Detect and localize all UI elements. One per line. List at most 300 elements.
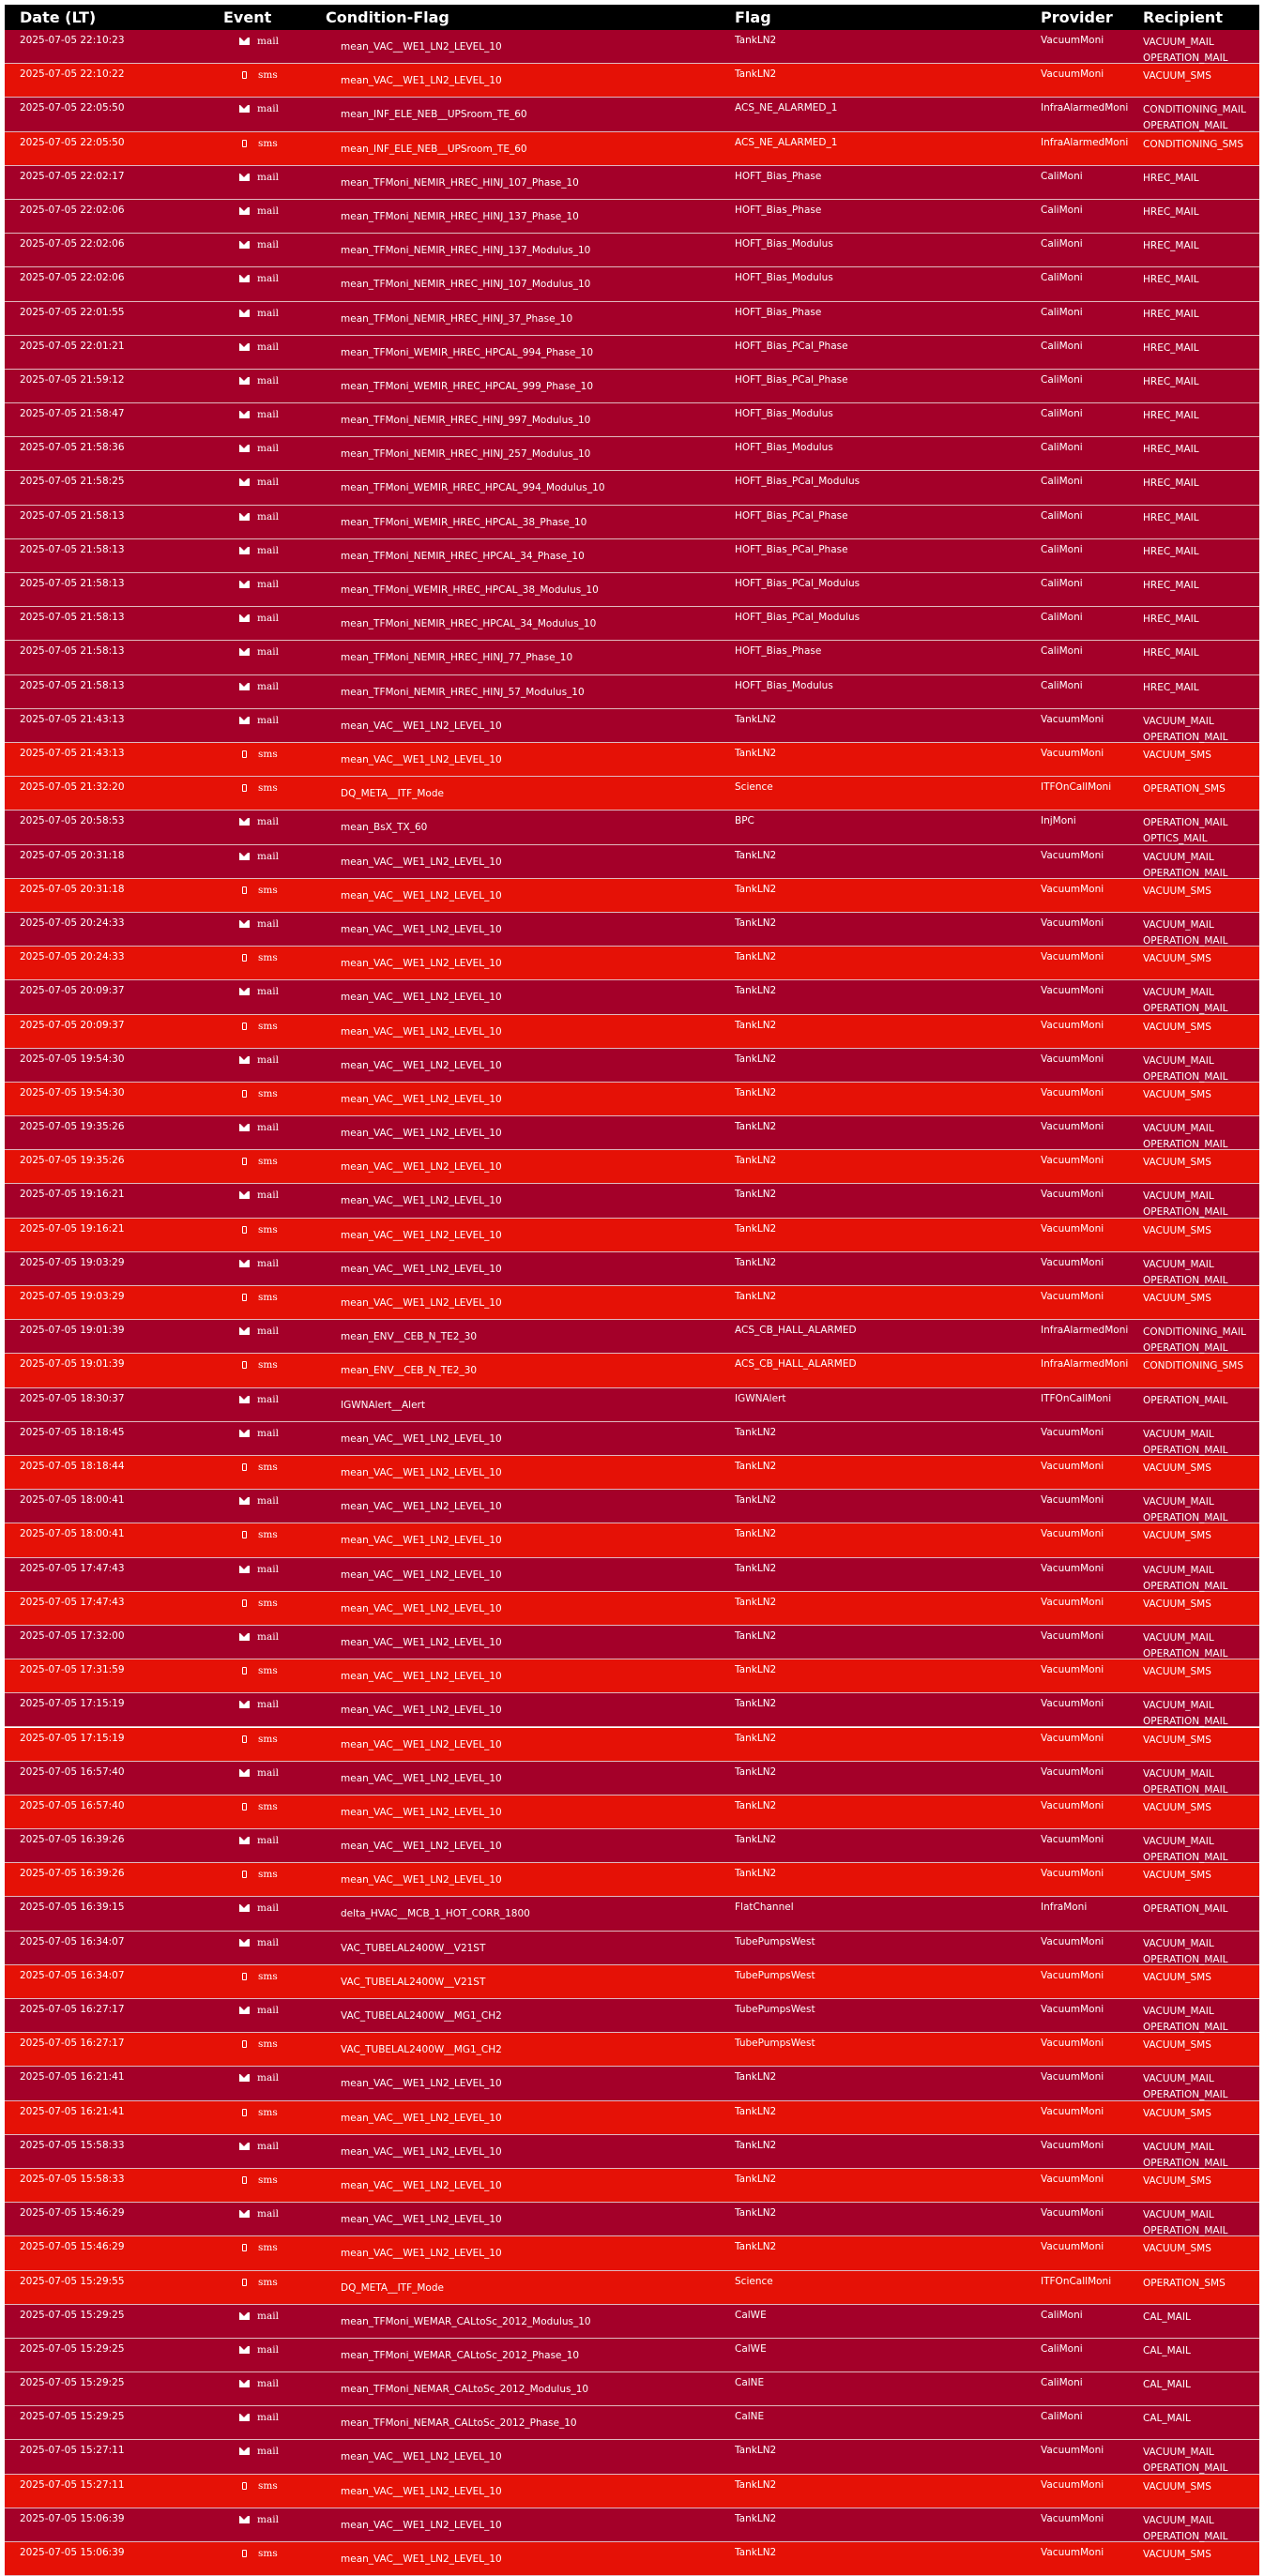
row-recipient-item: OPERATION_MAIL <box>1143 1394 1228 1406</box>
table-row[interactable] <box>5 506 1259 539</box>
row-recipient <box>1143 985 1228 1017</box>
envelope-icon <box>239 1056 250 1064</box>
row-recipient <box>1143 1121 1228 1153</box>
row-provider: VacuumMoni <box>1041 1698 1104 1710</box>
row-flag: TankLN2 <box>735 1834 777 1846</box>
row-event <box>239 782 278 794</box>
mobile-phone-icon <box>242 71 247 79</box>
row-condition: mean_VAC__WE1_LN2_LEVEL_10 <box>341 2078 502 2090</box>
row-recipient-item: CONDITIONING_SMS <box>1143 1360 1243 1372</box>
row-event-label: mail <box>257 1630 279 1643</box>
row-provider: CaliMoni <box>1041 2377 1083 2389</box>
row-date: 2025-07-05 18:18:44 <box>20 1460 125 1472</box>
row-event-label: mail <box>257 816 279 828</box>
row-event-label: mail <box>257 2446 279 2458</box>
table-row[interactable] <box>5 947 1259 980</box>
row-event <box>239 1699 279 1710</box>
table-row[interactable] <box>5 1796 1259 1829</box>
envelope-icon <box>239 717 250 724</box>
table-row[interactable] <box>5 2305 1259 2339</box>
row-recipient <box>1143 2547 1211 2563</box>
row-event <box>239 2514 279 2525</box>
mobile-phone-icon <box>242 1599 247 1607</box>
row-event-label: mail <box>257 2140 279 2152</box>
row-recipient-item: VACUUM_SMS <box>1143 1801 1211 1813</box>
row-date: 2025-07-05 22:02:17 <box>20 170 125 182</box>
row-flag: FlatChannel <box>735 1902 794 1914</box>
table-row[interactable] <box>5 2406 1259 2440</box>
row-provider: VacuumMoni <box>1041 1189 1104 1201</box>
header-event[interactable]: Event <box>223 8 272 26</box>
table-row[interactable] <box>5 709 1259 743</box>
row-recipient-item: HREC_MAIL <box>1143 375 1199 387</box>
row-recipient-item: VACUUM_SMS <box>1143 885 1211 897</box>
row-flag: TankLN2 <box>735 1799 777 1811</box>
envelope-icon <box>239 478 250 486</box>
table-row[interactable] <box>5 1693 1259 1727</box>
mobile-phone-icon <box>242 2279 247 2286</box>
row-recipient-item: OPERATION_MAIL <box>1143 2462 1228 2475</box>
envelope-icon <box>239 2516 250 2523</box>
row-flag: HOFT_Bias_Modulus <box>735 679 833 691</box>
row-event-label: mail <box>257 1902 279 1915</box>
row-event <box>239 1835 279 1846</box>
table-row[interactable] <box>5 2169 1259 2203</box>
table-row[interactable] <box>5 845 1259 879</box>
row-recipient <box>1143 781 1226 797</box>
row-recipient-item: HREC_MAIL <box>1143 274 1199 286</box>
table-row[interactable] <box>5 2203 1259 2236</box>
row-event-label: mail <box>257 409 279 421</box>
row-condition: mean_TFMoni_NEMIR_HREC_HINJ_137_Phase_10 <box>341 210 579 222</box>
row-event <box>239 1190 279 1201</box>
row-recipient-item: VACUUM_MAIL <box>1143 1937 1214 1949</box>
row-date: 2025-07-05 17:47:43 <box>20 1562 125 1574</box>
row-event <box>239 1394 279 1405</box>
row-condition: mean_VAC__WE1_LN2_LEVEL_10 <box>341 889 502 902</box>
row-provider: CaliMoni <box>1041 679 1083 691</box>
row-date: 2025-07-05 22:02:06 <box>20 272 125 284</box>
header-provider[interactable]: Provider <box>1041 8 1113 26</box>
row-provider: VacuumMoni <box>1041 2512 1104 2524</box>
table-row[interactable] <box>5 743 1259 777</box>
row-date: 2025-07-05 19:16:21 <box>20 1222 125 1235</box>
row-event-label: mail <box>257 273 279 285</box>
row-recipient <box>1143 2343 1191 2359</box>
table-row[interactable] <box>5 234 1259 267</box>
table-row[interactable] <box>5 1219 1259 1252</box>
table-row[interactable] <box>5 1422 1259 1456</box>
row-event-label: mail <box>257 341 279 353</box>
envelope-icon <box>239 1769 250 1777</box>
row-event <box>239 579 279 590</box>
row-flag: TankLN2 <box>735 1629 777 1642</box>
row-flag: HOFT_Bias_PCal_Phase <box>735 373 848 386</box>
row-recipient <box>1143 272 1199 288</box>
table-row[interactable] <box>5 1558 1259 1592</box>
row-event <box>239 1292 278 1303</box>
row-event-label: sms <box>258 1156 278 1168</box>
table-row[interactable] <box>5 1932 1259 1965</box>
row-date: 2025-07-05 19:01:39 <box>20 1325 125 1337</box>
table-row[interactable] <box>5 2475 1259 2508</box>
row-provider: InjMoni <box>1041 815 1076 827</box>
row-recipient <box>1143 1630 1228 1662</box>
row-date: 2025-07-05 17:15:19 <box>20 1698 125 1710</box>
row-event <box>239 409 279 420</box>
row-recipient <box>1143 476 1199 492</box>
row-flag: HOFT_Bias_Modulus <box>735 238 833 250</box>
row-event <box>239 1801 278 1812</box>
row-condition: mean_INF_ELE_NEB__UPSroom_TE_60 <box>341 109 527 121</box>
row-recipient-item: OPERATION_MAIL <box>1143 1139 1228 1151</box>
table-row[interactable] <box>5 1150 1259 1184</box>
row-recipient-item: CONDITIONING_MAIL <box>1143 1326 1246 1339</box>
row-flag: TankLN2 <box>735 1698 777 1710</box>
row-flag: ACS_NE_ALARMED_1 <box>735 102 838 114</box>
table-row[interactable] <box>5 1015 1259 1049</box>
row-date: 2025-07-05 20:58:53 <box>20 815 125 827</box>
row-condition: mean_VAC__WE1_LN2_LEVEL_10 <box>341 1636 502 1648</box>
row-recipient-item: VACUUM_MAIL <box>1143 2006 1214 2018</box>
row-event-label: sms <box>258 69 278 82</box>
row-date: 2025-07-05 21:58:13 <box>20 612 125 624</box>
row-event <box>239 443 279 454</box>
row-event <box>239 511 279 523</box>
mobile-phone-icon <box>242 1973 247 1980</box>
row-condition: mean_VAC__WE1_LN2_LEVEL_10 <box>341 753 502 765</box>
table-row[interactable] <box>5 1965 1259 1999</box>
row-provider: CaliMoni <box>1041 204 1083 216</box>
row-provider: CaliMoni <box>1041 373 1083 386</box>
row-recipient-item: OPERATION_SMS <box>1143 783 1226 796</box>
row-flag: TankLN2 <box>735 1189 777 1201</box>
row-event <box>239 986 279 997</box>
row-recipient-item: VACUUM_SMS <box>1143 2174 1211 2187</box>
row-date: 2025-07-05 21:58:13 <box>20 679 125 691</box>
row-flag: TankLN2 <box>735 1765 777 1778</box>
row-event-label: mail <box>257 2005 279 2017</box>
mobile-phone-icon <box>242 2550 247 2557</box>
table-row[interactable] <box>5 302 1259 336</box>
row-event <box>239 885 278 896</box>
row-recipient <box>1143 850 1228 882</box>
table-row[interactable] <box>5 539 1259 573</box>
envelope-icon <box>239 818 250 826</box>
row-flag: TubePumpsWest <box>735 1935 815 1947</box>
table-row[interactable] <box>5 1659 1259 1693</box>
row-flag: TankLN2 <box>735 1086 777 1099</box>
table-row[interactable] <box>5 1083 1259 1116</box>
row-recipient-item: OPERATION_MAIL <box>1143 2530 1228 2542</box>
row-flag: HOFT_Bias_Modulus <box>735 408 833 420</box>
row-recipient <box>1143 1563 1228 1595</box>
row-provider: VacuumMoni <box>1041 1086 1104 1099</box>
mobile-phone-icon <box>242 1361 247 1369</box>
table-row[interactable] <box>5 607 1259 641</box>
row-condition: mean_TFMoni_WEMIR_HREC_HPCAL_38_Modulus_10 <box>341 584 599 597</box>
row-recipient-item: OPERATION_MAIL <box>1143 2022 1228 2034</box>
row-recipient <box>1143 612 1199 628</box>
table-row[interactable] <box>5 1999 1259 2033</box>
header-flag[interactable]: Flag <box>735 8 771 26</box>
row-condition: mean_VAC__WE1_LN2_LEVEL_10 <box>341 1432 502 1445</box>
row-recipient-item: HREC_MAIL <box>1143 647 1199 659</box>
row-recipient <box>1143 1427 1228 1459</box>
table-row[interactable] <box>5 2236 1259 2270</box>
row-provider: ITFOnCallMoni <box>1041 1392 1112 1404</box>
table-row[interactable] <box>5 336 1259 370</box>
row-event-label: sms <box>258 2242 278 2254</box>
table-row[interactable] <box>5 1490 1259 1523</box>
table-row[interactable] <box>5 1354 1259 1387</box>
row-flag: TankLN2 <box>735 1562 777 1574</box>
row-event-label: sms <box>258 782 278 795</box>
envelope-icon <box>239 547 250 554</box>
row-date: 2025-07-05 15:58:33 <box>20 2173 125 2185</box>
row-condition: mean_VAC__WE1_LN2_LEVEL_10 <box>341 1195 502 1207</box>
row-date: 2025-07-05 21:58:47 <box>20 408 125 420</box>
table-row[interactable] <box>5 30 1259 64</box>
row-event <box>239 1359 278 1371</box>
table-row[interactable] <box>5 811 1259 844</box>
row-recipient-item: OPERATION_SMS <box>1143 2277 1226 2289</box>
table-row[interactable] <box>5 2101 1259 2135</box>
row-event-label: mail <box>257 2208 279 2220</box>
row-recipient <box>1143 1291 1211 1307</box>
row-provider: VacuumMoni <box>1041 1053 1104 1065</box>
row-date: 2025-07-05 16:39:15 <box>20 1902 125 1914</box>
row-event-label: sms <box>258 1800 278 1812</box>
row-flag: CalWE <box>735 2342 767 2355</box>
row-event <box>239 1495 279 1507</box>
row-condition: VAC_TUBELAL2400W__MG1_CH2 <box>341 2044 502 2056</box>
row-recipient <box>1143 2276 1226 2292</box>
table-row[interactable] <box>5 1762 1259 1796</box>
row-event <box>239 1937 279 1948</box>
table-row[interactable] <box>5 370 1259 403</box>
row-recipient-item: VACUUM_SMS <box>1143 1462 1211 1474</box>
row-provider: VacuumMoni <box>1041 849 1104 861</box>
mobile-phone-icon <box>242 2482 247 2490</box>
header-recipient[interactable]: Recipient <box>1143 8 1223 26</box>
envelope-icon <box>239 1260 250 1267</box>
row-recipient-item: OPERATION_MAIL <box>1143 1070 1228 1083</box>
row-flag: TankLN2 <box>735 2445 777 2457</box>
row-recipient <box>1143 2140 1228 2172</box>
table-row[interactable] <box>5 2372 1259 2406</box>
table-row[interactable] <box>5 675 1259 709</box>
row-event <box>239 2277 278 2288</box>
row-provider: CaliMoni <box>1041 238 1083 250</box>
row-recipient-item: VACUUM_MAIL <box>1143 2073 1214 2085</box>
row-recipient-item: OPERATION_MAIL <box>1143 1444 1228 1456</box>
row-date: 2025-07-05 16:34:07 <box>20 1969 125 1981</box>
row-provider: VacuumMoni <box>1041 1460 1104 1472</box>
mobile-phone-icon <box>242 1023 247 1030</box>
row-recipient <box>1143 1664 1211 1680</box>
table-row[interactable] <box>5 1456 1259 1490</box>
row-condition: mean_TFMoni_NEMAR_CALtoSc_2012_Modulus_10 <box>341 2384 589 2396</box>
row-flag: HOFT_Bias_PCal_Modulus <box>735 612 860 624</box>
row-condition: mean_VAC__WE1_LN2_LEVEL_10 <box>341 2145 502 2158</box>
row-flag: TankLN2 <box>735 849 777 861</box>
row-event-label: sms <box>258 1292 278 1304</box>
row-recipient-item: VACUUM_MAIL <box>1143 987 1214 999</box>
row-condition: mean_TFMoni_NEMIR_HREC_HINJ_137_Modulus_10 <box>341 245 591 257</box>
table-row[interactable] <box>5 913 1259 947</box>
row-recipient <box>1143 408 1199 424</box>
mobile-phone-icon <box>242 140 247 147</box>
row-provider: InfraMoni <box>1041 1902 1088 1914</box>
row-provider: VacuumMoni <box>1041 1291 1104 1303</box>
row-provider: VacuumMoni <box>1041 1935 1104 1947</box>
envelope-icon <box>239 920 250 928</box>
table-row[interactable] <box>5 573 1259 607</box>
table-row[interactable] <box>5 2033 1259 2067</box>
row-provider: CaliMoni <box>1041 612 1083 624</box>
envelope-icon <box>239 614 250 622</box>
table-row[interactable] <box>5 777 1259 811</box>
table-row[interactable] <box>5 2440 1259 2474</box>
table-row[interactable] <box>5 2542 1259 2576</box>
row-event-label: sms <box>258 952 278 964</box>
row-recipient-item: OPERATION_MAIL <box>1143 1003 1228 1015</box>
row-condition: mean_VAC__WE1_LN2_LEVEL_10 <box>341 2179 502 2191</box>
table-row[interactable] <box>5 1320 1259 1354</box>
table-row[interactable] <box>5 1523 1259 1557</box>
row-flag: TankLN2 <box>735 917 777 929</box>
table-row[interactable] <box>5 1626 1259 1659</box>
row-recipient-item: HREC_MAIL <box>1143 341 1199 354</box>
row-date: 2025-07-05 22:10:22 <box>20 68 125 81</box>
table-row[interactable] <box>5 1592 1259 1626</box>
table-row[interactable] <box>5 98 1259 131</box>
row-recipient-item: OPERATION_MAIL <box>1143 1953 1228 1965</box>
row-event-label: mail <box>257 1257 279 1269</box>
row-date: 2025-07-05 15:29:25 <box>20 2309 125 2321</box>
row-event <box>239 477 279 488</box>
row-flag: IGWNAlert <box>735 1392 786 1404</box>
row-date: 2025-07-05 18:18:45 <box>20 1426 125 1438</box>
mobile-phone-icon <box>242 784 247 792</box>
row-date: 2025-07-05 22:02:06 <box>20 204 125 216</box>
table-row[interactable] <box>5 2135 1259 2169</box>
table-row[interactable] <box>5 879 1259 913</box>
header-date[interactable]: Date (LT) <box>20 8 97 26</box>
table-row[interactable] <box>5 1252 1259 1286</box>
row-recipient-item: HREC_MAIL <box>1143 308 1199 320</box>
table-row[interactable] <box>5 1184 1259 1218</box>
table-row[interactable] <box>5 200 1259 234</box>
row-flag: TankLN2 <box>735 35 777 46</box>
table-row[interactable] <box>5 1728 1259 1762</box>
row-recipient-item: HREC_MAIL <box>1143 444 1199 456</box>
row-recipient-item: VACUUM_MAIL <box>1143 1190 1214 1203</box>
row-provider: VacuumMoni <box>1041 1426 1104 1438</box>
row-recipient <box>1143 951 1211 967</box>
row-recipient-item: OPERATION_MAIL <box>1143 1580 1228 1592</box>
mobile-phone-icon <box>242 2109 247 2116</box>
table-row[interactable] <box>5 471 1259 505</box>
envelope-icon <box>239 275 250 282</box>
table-row[interactable] <box>5 2271 1259 2305</box>
table-row[interactable] <box>5 2067 1259 2100</box>
table-row[interactable] <box>5 403 1259 437</box>
table-row[interactable] <box>5 1116 1259 1150</box>
row-recipient-item: CAL_MAIL <box>1143 2413 1191 2425</box>
table-row[interactable] <box>5 64 1259 98</box>
row-date: 2025-07-05 16:57:40 <box>20 1799 125 1811</box>
row-recipient-item: OPERATION_MAIL <box>1143 53 1228 64</box>
row-event-label: sms <box>258 1223 278 1235</box>
row-event-label: mail <box>257 1190 279 1202</box>
row-recipient-item: VACUUM_SMS <box>1143 2480 1211 2493</box>
row-recipient <box>1143 2411 1191 2427</box>
row-event-label: sms <box>258 1020 278 1032</box>
table-row[interactable] <box>5 1388 1259 1422</box>
row-condition: mean_TFMoni_NEMIR_HREC_HINJ_57_Modulus_10 <box>341 686 585 698</box>
row-date: 2025-07-05 21:58:13 <box>20 509 125 522</box>
table-row[interactable] <box>5 1286 1259 1320</box>
row-condition: mean_TFMoni_WEMIR_HREC_HPCAL_994_Phase_10 <box>341 346 594 358</box>
row-recipient-item: VACUUM_MAIL <box>1143 918 1214 931</box>
row-date: 2025-07-05 15:29:25 <box>20 2342 125 2355</box>
row-provider: CaliMoni <box>1041 476 1083 488</box>
row-date: 2025-07-05 15:29:25 <box>20 2377 125 2389</box>
table-row[interactable] <box>5 1829 1259 1863</box>
row-provider: InfraAlarmedMoni <box>1041 102 1129 114</box>
row-recipient-item: VACUUM_SMS <box>1143 1224 1211 1236</box>
row-event <box>239 1631 279 1643</box>
table-row[interactable] <box>5 2508 1259 2542</box>
envelope-icon <box>239 988 250 995</box>
table-row[interactable] <box>5 1049 1259 1083</box>
row-event-label: mail <box>257 613 279 625</box>
row-condition: mean_VAC__WE1_LN2_LEVEL_10 <box>341 75 502 87</box>
table-row[interactable] <box>5 437 1259 471</box>
row-event-label: mail <box>257 917 279 930</box>
row-condition: mean_TFMoni_NEMIR_HREC_HINJ_257_Modulus_10 <box>341 448 591 461</box>
row-recipient-item: HREC_MAIL <box>1143 580 1199 592</box>
row-date: 2025-07-05 21:43:13 <box>20 713 125 725</box>
header-condition[interactable]: Condition-Flag <box>326 8 449 26</box>
row-recipient-item: VACUUM_MAIL <box>1143 37 1214 48</box>
table-row[interactable] <box>5 641 1259 674</box>
table-row[interactable] <box>5 1863 1259 1897</box>
row-flag: TankLN2 <box>735 1528 777 1540</box>
row-event <box>239 749 278 760</box>
table-row[interactable] <box>5 2339 1259 2372</box>
row-flag: HOFT_Bias_Modulus <box>735 442 833 454</box>
table-row[interactable] <box>5 166 1259 200</box>
row-recipient <box>1143 510 1199 526</box>
table-row[interactable] <box>5 267 1259 301</box>
envelope-icon <box>239 1939 250 1947</box>
table-row[interactable] <box>5 980 1259 1014</box>
row-condition: mean_VAC__WE1_LN2_LEVEL_10 <box>341 1535 502 1547</box>
row-event-label: sms <box>258 1665 278 1677</box>
row-provider: VacuumMoni <box>1041 1596 1104 1608</box>
envelope-icon <box>239 2414 250 2421</box>
envelope-icon <box>239 2447 250 2455</box>
row-event <box>239 1564 279 1575</box>
row-recipient <box>1143 341 1199 356</box>
table-row[interactable] <box>5 132 1259 166</box>
row-event <box>239 2072 279 2084</box>
table-row[interactable] <box>5 1897 1259 1931</box>
row-recipient <box>1143 137 1243 153</box>
